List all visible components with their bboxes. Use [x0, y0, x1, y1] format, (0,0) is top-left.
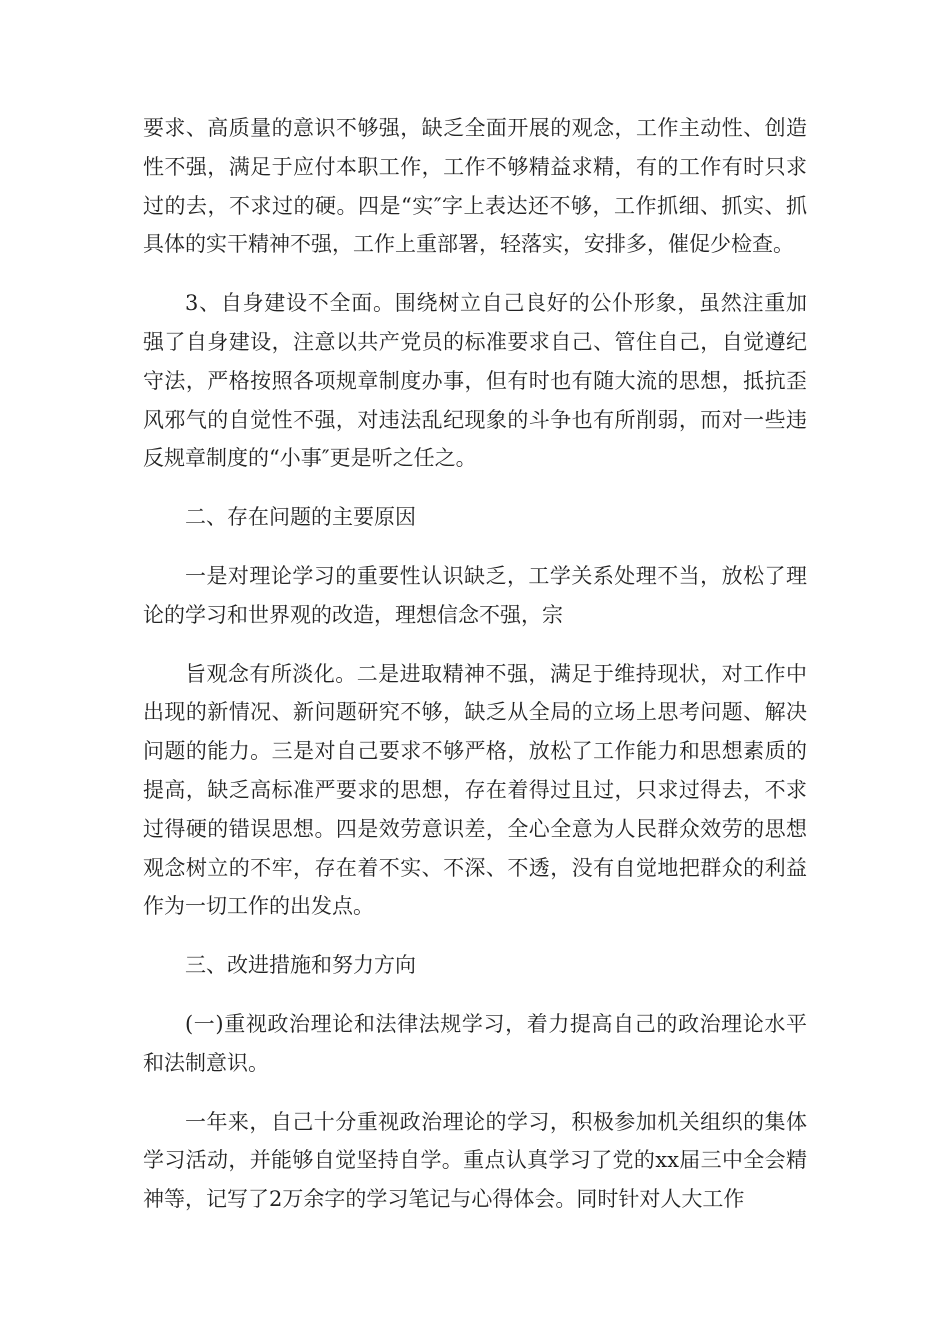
- paragraph-continuation: 要求、高质量的意识不够强，缺乏全面开展的观念，工作主动性、创造性不强，满足于应付本职工作，工作不够精益求精，有的工作有时只求过的去，不求过的硬。四是“实″字上表达还不够，工作抓细、抓实、抓具体的实干精神不强，工作上重部署，轻落实，安排多，催促少检查。: [143, 116, 807, 257]
- subsection-heading-study: (一)重视政治理论和法律法规学习，着力提高自己的政治理论水平和法制意识。: [143, 1011, 807, 1075]
- paragraph-self-construction: 3、自身建设不全面。围绕树立自己良好的公仆形象，虽然注重加强了自身建设，注意以共产党员的标准要求自己、管住自己，自觉遵纪守法，严格按照各项规章制度办事，但有时也有随大流的思想，抵抗歪风邪气的自觉性不强，对违法乱纪现象的斗争也有所削弱，而对一些违反规章制度的“小事″更是听之任之。: [143, 291, 807, 471]
- paragraph-gap: [143, 926, 807, 946]
- paragraph-gap: [143, 1083, 807, 1103]
- paragraph-gap: [143, 537, 807, 557]
- paragraph-cause-one: 一是对理论学习的重要性认识缺乏，工学关系处理不当，放松了理论的学习和世界观的改造，理想信念不强，宗: [143, 563, 807, 627]
- section-heading-causes: 二、存在问题的主要原因: [185, 505, 416, 530]
- section-heading-measures: 三、改进措施和努力方向: [185, 953, 416, 978]
- paragraph-gap: [143, 264, 807, 284]
- paragraph-gap: [143, 985, 807, 1005]
- paragraph-study-details: 一年来，自己十分重视政治理论的学习，积极参加机关组织的集体学习活动，并能够自觉坚持自学。重点认真学习了党的xx届三中全会精神等，记写了2万余字的学习笔记与心得体会。同时针对人大工作: [143, 1109, 807, 1212]
- paragraph-gap: [143, 635, 807, 655]
- paragraph-gap: [143, 478, 807, 498]
- paragraph-cause-continued: 旨观念有所淡化。二是进取精神不强，满足于维持现状，对工作中出现的新情况、新问题研究不够，缺乏从全局的立场上思考问题、解决问题的能力。三是对自己要求不够严格，放松了工作能力和思想素质的提高，缺乏高标准严要求的思想，存在着得过且过，只求过得去，不求过得硬的错误思想。四是效劳意识差，全心全意为人民群众效劳的思想观念树立的不牢，存在着不实、不深、不透，没有自觉地把群众的利益作为一切工作的出发点。: [143, 661, 807, 919]
- document-body: [143, 109, 807, 1219]
